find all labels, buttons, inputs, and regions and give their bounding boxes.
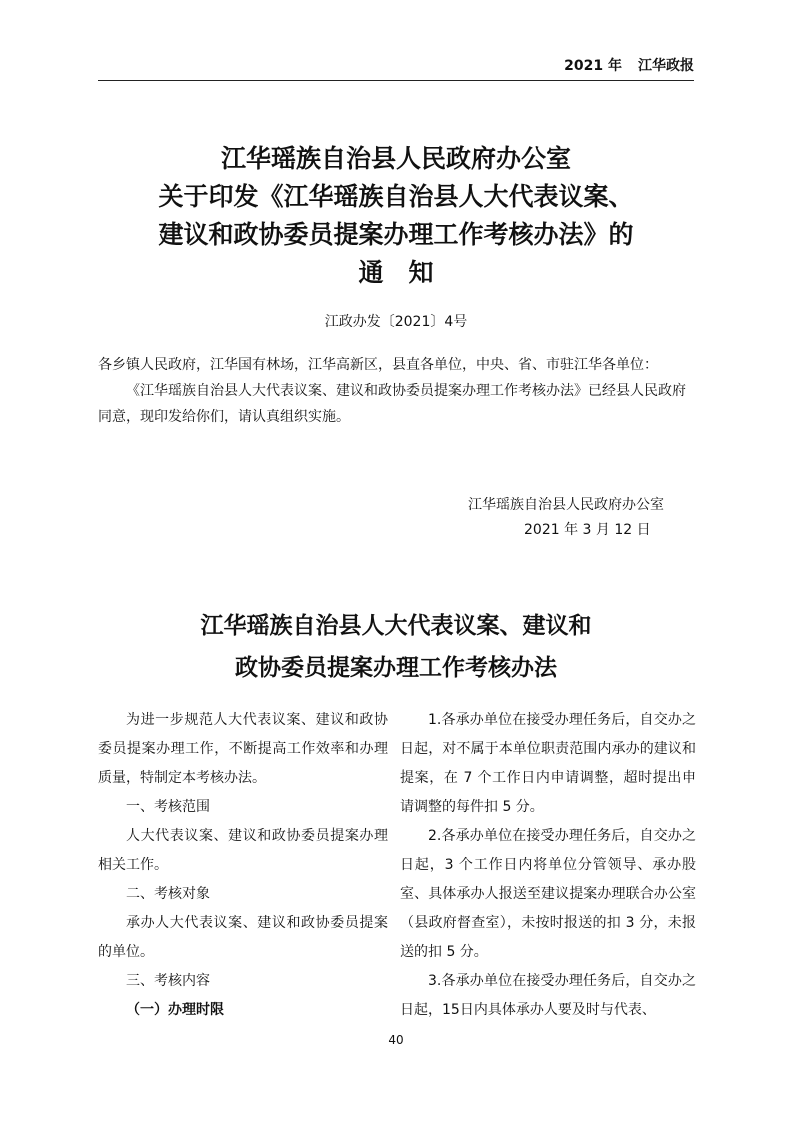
notice-title-line: 关于印发《江华瑶族自治县人大代表议案、 bbox=[158, 182, 634, 211]
section-heading: 一、考核范围 bbox=[126, 799, 210, 815]
paragraph: 1.各承办单位在接受办理任务后，自交办之日起，对不属于本单位职责范围内承办的建议和提案，在 7 个工作日内申请调整，超时提出申请调整的每件扣 5 分。 bbox=[400, 712, 696, 815]
page-number: 40 bbox=[388, 1033, 404, 1047]
paragraph: 3.各承办单位在接受办理任务后，自交办之日起，15日内具体承办人要及时与代表、 bbox=[400, 973, 696, 1018]
running-header bbox=[98, 56, 694, 81]
date: 2021 年 3 月 12 日 bbox=[524, 522, 651, 538]
header-year: 2021 年 bbox=[564, 58, 622, 74]
addressee: 各乡镇人民政府，江华国有林场，江华高新区，县直各单位，中央、省、市驻江华各单位： bbox=[98, 357, 658, 373]
section-heading: 二、考核对象 bbox=[126, 886, 210, 902]
notice-title bbox=[0, 140, 792, 292]
document-number: 江政办发〔2021〕4号 bbox=[324, 314, 468, 330]
section-heading: 三、考核内容 bbox=[126, 973, 210, 989]
left-column bbox=[98, 706, 388, 1025]
measure-title bbox=[0, 605, 792, 689]
notice-title-line: 通 知 bbox=[358, 258, 434, 287]
paragraph: 人大代表议案、建议和政协委员提案办理相关工作。 bbox=[98, 828, 388, 873]
measure-title-line: 政协委员提案办理工作考核办法 bbox=[235, 655, 557, 681]
measure-title-line: 江华瑶族自治县人大代表议案、建议和 bbox=[200, 613, 592, 639]
right-column bbox=[400, 706, 696, 1025]
notice-body: 《江华瑶族自治县人大代表议案、建议和政协委员提案办理工作考核办法》已经县人民政府同意，现印发给你们，请认真组织实施。 bbox=[98, 383, 686, 425]
paragraph: 承办人大代表议案、建议和政协委员提案的单位。 bbox=[98, 915, 388, 960]
signer: 江华瑶族自治县人民政府办公室 bbox=[468, 497, 664, 513]
notice-title-line: 江华瑶族自治县人民政府办公室 bbox=[220, 144, 571, 173]
subsection-heading: （一）办理时限 bbox=[126, 1002, 224, 1018]
header-publication: 江华政报 bbox=[638, 58, 694, 74]
notice-title-line: 建议和政协委员提案办理工作考核办法》的 bbox=[158, 220, 634, 249]
paragraph: 为进一步规范人大代表议案、建议和政协委员提案办理工作，不断提高工作效率和办理质量，特制定本考核办法。 bbox=[98, 712, 388, 786]
paragraph: 2.各承办单位在接受办理任务后，自交办之日起，3 个工作日内将单位分管领导、承办股室、具体承办人报送至建议提案办理联合办公室（县政府督查室），未按时报送的扣 3 分，未报送的扣 5 分。 bbox=[400, 828, 696, 960]
